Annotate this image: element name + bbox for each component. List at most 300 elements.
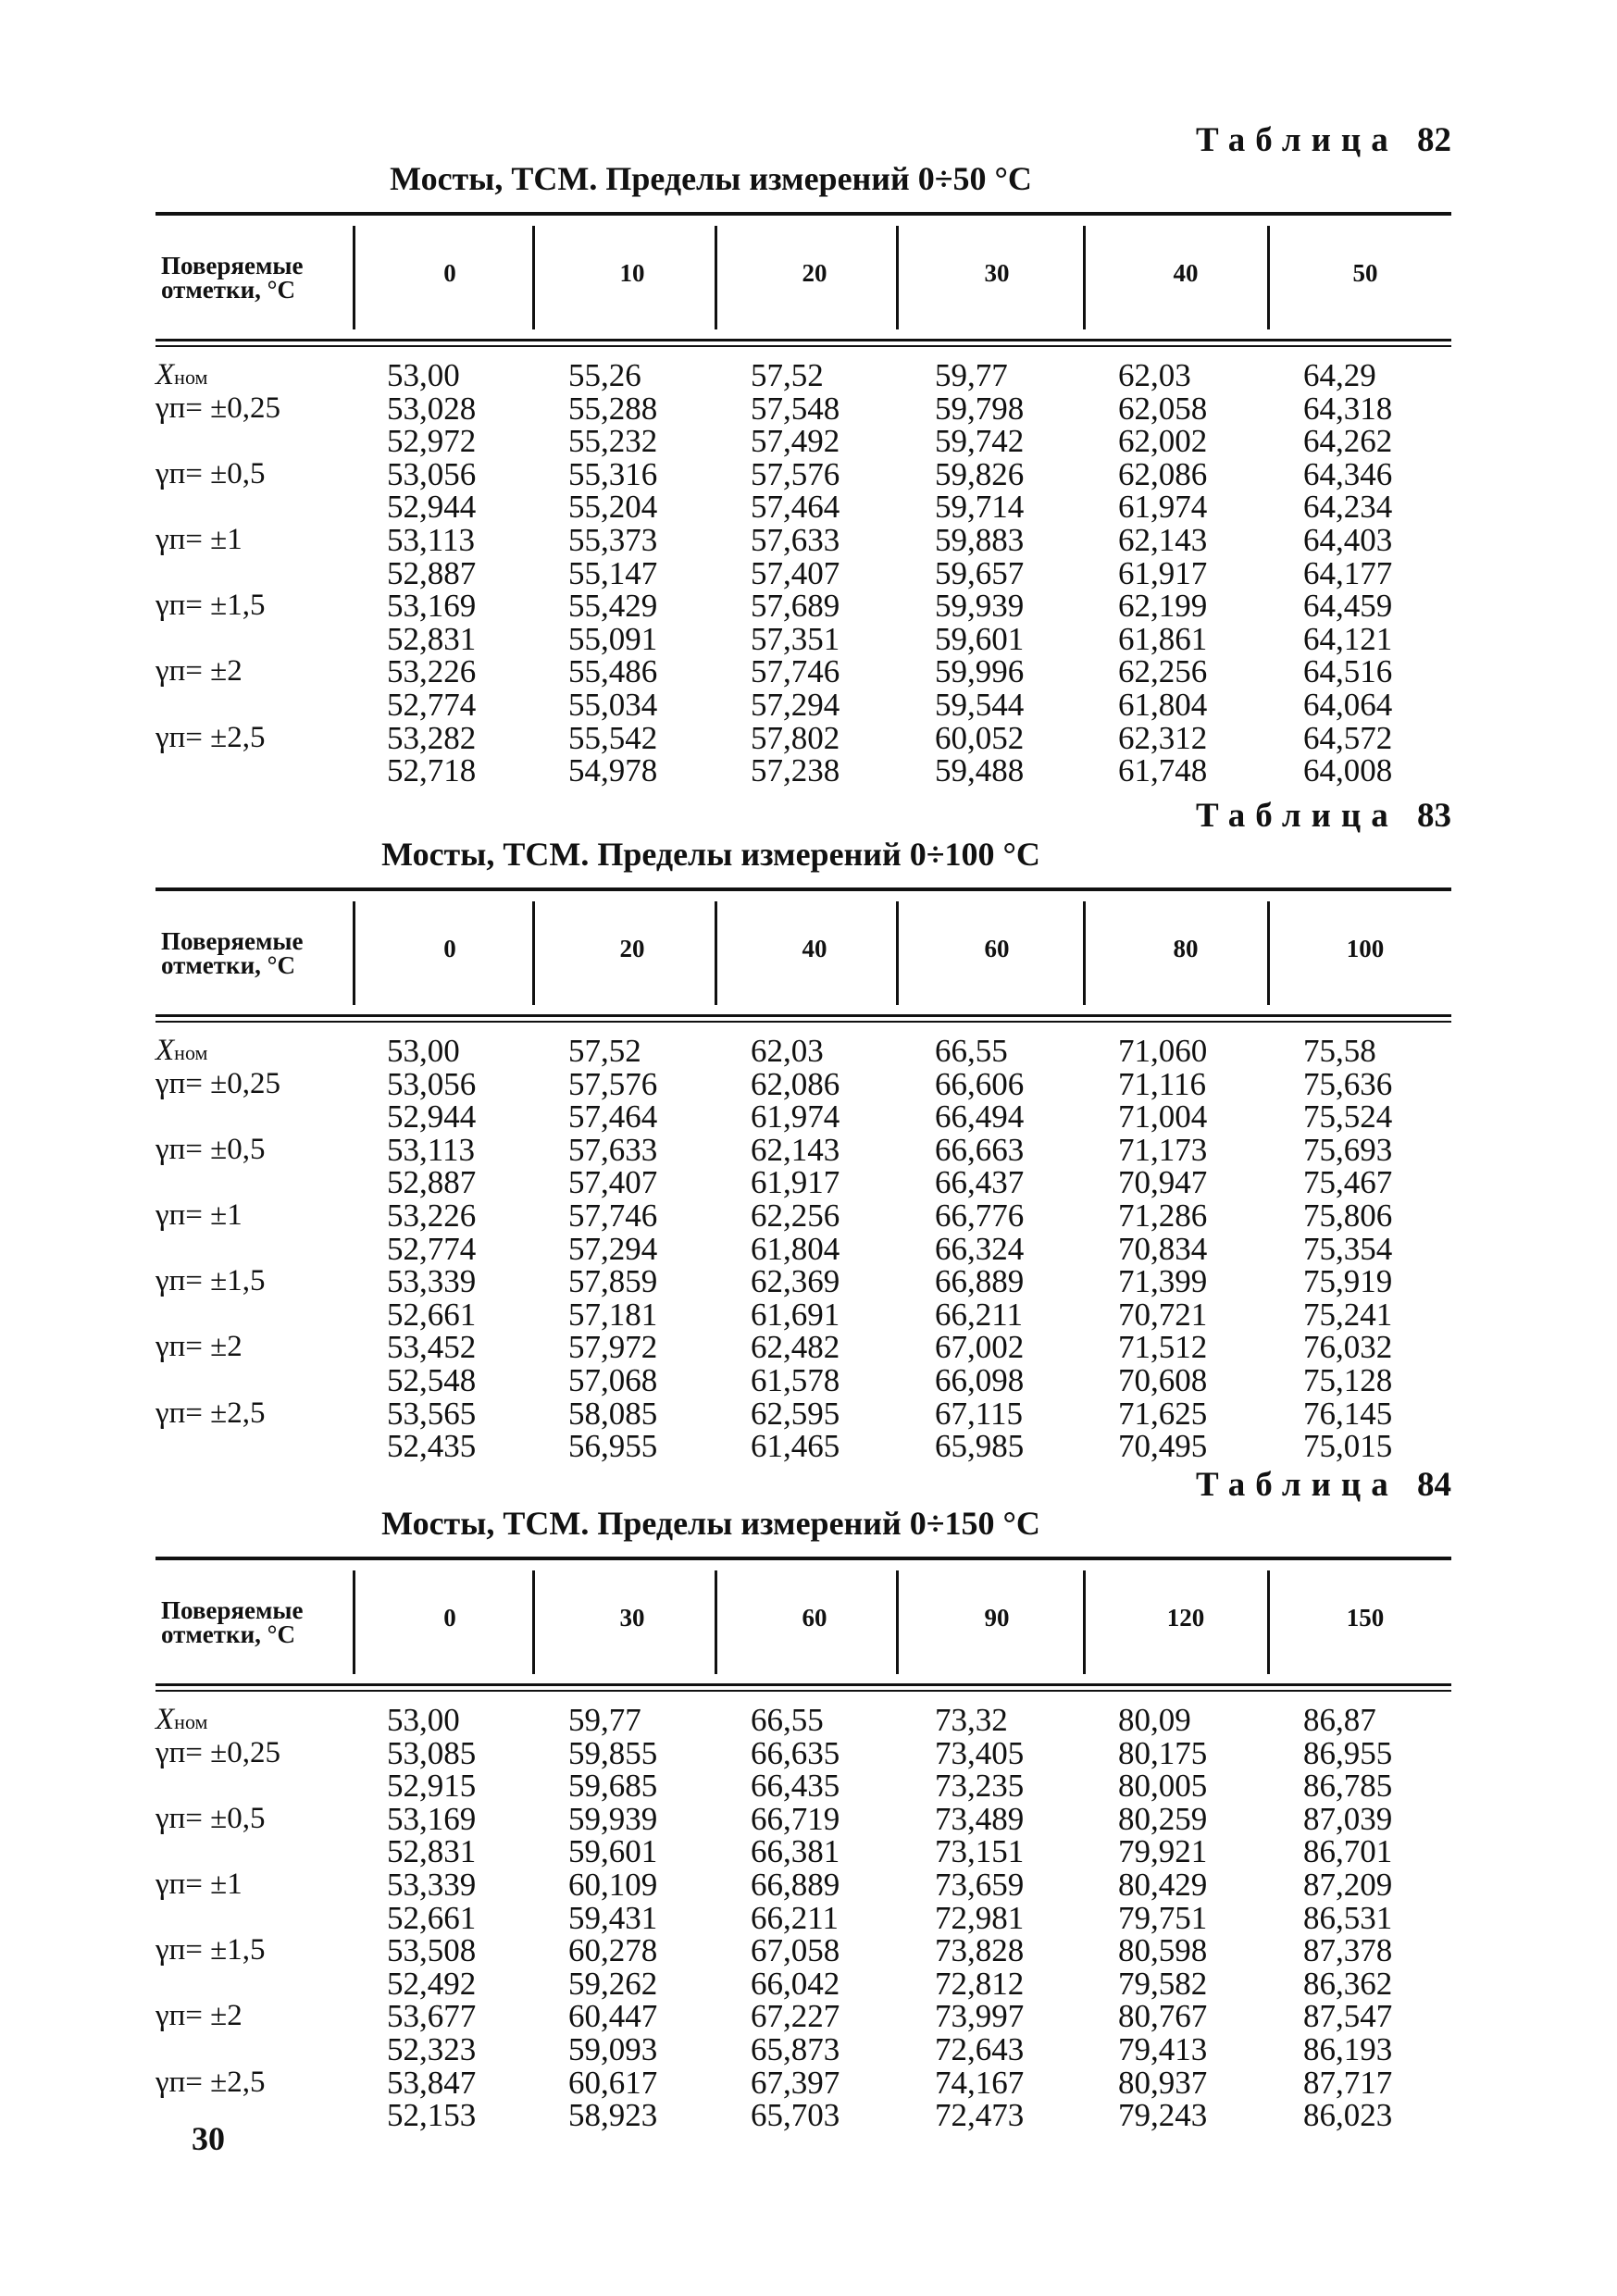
table-cell: 52,915 xyxy=(387,1768,477,1805)
table-cell: 59,431 xyxy=(568,1899,658,1936)
column-header: 30 xyxy=(619,1604,645,1632)
row-label xyxy=(155,1331,243,1363)
header-double-rule xyxy=(155,1014,1451,1017)
table-cell: 57,407 xyxy=(568,1164,658,1201)
table-row xyxy=(155,455,1451,492)
header-label-line1: Поверяемые xyxy=(161,252,304,279)
column-header: 90 xyxy=(984,1604,1010,1632)
row-symbol: γп xyxy=(155,1198,186,1232)
table-cell: 57,633 xyxy=(568,1131,658,1168)
page-number: 30 xyxy=(192,2120,225,2157)
table-cell: 53,00 xyxy=(387,1702,460,1738)
table-cell: 71,512 xyxy=(1118,1329,1208,1366)
table-cell: 61,804 xyxy=(1118,686,1208,723)
table-cell: 62,03 xyxy=(1118,357,1191,393)
table-body xyxy=(155,359,1451,788)
row-tolerance: = ±1,5 xyxy=(185,1264,266,1298)
table-cell: 59,939 xyxy=(568,1800,658,1837)
table-cell: 52,492 xyxy=(387,1965,477,2002)
table-cell: 67,397 xyxy=(751,2064,840,2101)
table-cell: 53,677 xyxy=(387,1998,477,2035)
table-top-rule xyxy=(155,1557,1451,1560)
table-cell: 61,804 xyxy=(751,1230,840,1267)
row-label xyxy=(155,1397,265,1430)
table-cell: 55,204 xyxy=(568,489,658,526)
table-cell: 52,831 xyxy=(387,620,477,657)
table-cell: 58,085 xyxy=(568,1395,658,1432)
table-cell: 61,917 xyxy=(1118,554,1208,591)
table-cell: 52,661 xyxy=(387,1296,477,1333)
row-label xyxy=(155,458,265,490)
table-cell: 57,576 xyxy=(568,1065,658,1102)
table-cell: 60,052 xyxy=(935,719,1025,756)
table-cell: 76,032 xyxy=(1303,1329,1393,1366)
table-cell: 66,211 xyxy=(935,1296,1023,1333)
header-double-rule xyxy=(155,345,1451,347)
table-cell: 62,482 xyxy=(751,1329,840,1366)
row-label xyxy=(155,1934,265,1967)
table-row xyxy=(155,1361,1451,1398)
table-cell: 55,486 xyxy=(568,653,658,690)
table-row xyxy=(155,521,1451,558)
table-cell: 62,086 xyxy=(1118,455,1208,492)
table-cell: 86,023 xyxy=(1303,2097,1393,2134)
table-cell: 73,489 xyxy=(935,1800,1025,1837)
table-cell: 80,937 xyxy=(1118,2064,1208,2101)
row-tolerance: = ±0,5 xyxy=(185,456,266,490)
table-cell: 62,143 xyxy=(1118,521,1208,558)
table-row xyxy=(155,1131,1451,1168)
table-cell: 73,405 xyxy=(935,1734,1025,1771)
row-label xyxy=(155,1035,207,1069)
table-cell: 59,601 xyxy=(935,620,1025,657)
table-cell: 72,643 xyxy=(935,2030,1025,2067)
column-header: 120 xyxy=(1166,1604,1205,1632)
table-cell: 59,544 xyxy=(935,686,1025,723)
table-cell: 53,565 xyxy=(387,1395,477,1432)
row-tolerance: = ±2,5 xyxy=(185,2065,266,2099)
table-cell: 75,58 xyxy=(1303,1033,1376,1069)
table-cell: 55,316 xyxy=(568,455,658,492)
table-cell: 66,889 xyxy=(935,1263,1025,1300)
row-symbol: γп xyxy=(155,456,186,490)
table-cell: 55,232 xyxy=(568,423,658,460)
row-subscript: ном xyxy=(174,1041,208,1064)
table-row xyxy=(155,1769,1451,1803)
column-header: 80 xyxy=(1173,935,1199,962)
table-cell: 71,004 xyxy=(1118,1098,1208,1136)
table-cell: 54,978 xyxy=(568,752,658,789)
column-header: 20 xyxy=(802,259,827,287)
row-symbol: X xyxy=(155,358,175,391)
column-header: 0 xyxy=(443,259,456,287)
row-symbol: γп xyxy=(155,1066,186,1100)
table-cell: 62,595 xyxy=(751,1395,840,1432)
row-label xyxy=(155,1134,265,1166)
table-cell: 53,085 xyxy=(387,1734,477,1771)
table-cell: 61,578 xyxy=(751,1361,840,1398)
table-cell: 80,09 xyxy=(1118,1702,1191,1738)
table-cell: 57,548 xyxy=(751,390,840,427)
table-cell: 71,060 xyxy=(1118,1033,1208,1069)
row-tolerance: = ±0,5 xyxy=(185,1801,266,1835)
table-row xyxy=(155,754,1451,788)
table-cell: 59,826 xyxy=(935,455,1025,492)
table-cell: 57,294 xyxy=(751,686,840,723)
table-cell: 73,235 xyxy=(935,1768,1025,1805)
table-cell: 59,601 xyxy=(568,1833,658,1870)
table-number xyxy=(1196,1465,1451,1505)
table-cell: 62,058 xyxy=(1118,390,1208,427)
table-cell: 55,034 xyxy=(568,686,658,723)
table-cell: 73,659 xyxy=(935,1866,1025,1903)
row-symbol: γп xyxy=(155,1801,186,1835)
table-cell: 58,923 xyxy=(568,2097,658,2134)
table-cell: 73,151 xyxy=(935,1833,1025,1870)
table-row xyxy=(155,425,1451,458)
column-header: 0 xyxy=(443,1604,456,1632)
row-symbol: γп xyxy=(155,522,186,556)
table-cell: 67,227 xyxy=(751,1998,840,2035)
column-header: 60 xyxy=(984,935,1010,962)
table-cell: 57,351 xyxy=(751,620,840,657)
table-row xyxy=(155,1430,1451,1463)
row-label xyxy=(155,1704,207,1738)
table-cell: 66,776 xyxy=(935,1197,1025,1234)
row-subscript: ном xyxy=(174,366,208,389)
table-cell: 53,00 xyxy=(387,357,460,393)
table-cell: 70,721 xyxy=(1118,1296,1208,1333)
column-header: 150 xyxy=(1346,1604,1385,1632)
table-cell: 52,435 xyxy=(387,1428,477,1465)
table-number-value: 84 xyxy=(1417,1466,1451,1504)
header-label-line2: отметки, °C xyxy=(161,276,295,304)
table-cell: 59,657 xyxy=(935,554,1025,591)
table-cell: 57,52 xyxy=(751,357,824,393)
table-cell: 57,746 xyxy=(568,1197,658,1234)
row-label xyxy=(155,1068,280,1100)
table-cell: 74,167 xyxy=(935,2064,1025,2101)
header-row-label xyxy=(161,1598,303,1646)
table-header xyxy=(155,1563,1451,1674)
table-cell: 52,661 xyxy=(387,1899,477,1936)
table-title: Мосты, ТСМ. Пределы измерений 0÷150 °С xyxy=(381,1505,1040,1542)
table-cell: 62,03 xyxy=(751,1033,824,1069)
row-tolerance: = ±0,5 xyxy=(185,1132,266,1166)
table-row xyxy=(155,1397,1451,1431)
table-cell: 53,169 xyxy=(387,1800,477,1837)
table-cell: 60,109 xyxy=(568,1866,658,1903)
header-double-rule xyxy=(155,1683,1451,1686)
table-number-label: Таблица xyxy=(1196,121,1399,159)
table-row xyxy=(155,590,1451,623)
table-cell: 86,785 xyxy=(1303,1768,1393,1805)
table-cell: 86,701 xyxy=(1303,1833,1393,1870)
table-cell: 64,29 xyxy=(1303,357,1376,393)
table-cell: 64,346 xyxy=(1303,455,1393,492)
table-row xyxy=(155,2000,1451,2033)
table-cell: 71,116 xyxy=(1118,1065,1206,1102)
table-cell: 70,834 xyxy=(1118,1230,1208,1267)
table-row xyxy=(155,1800,1451,1837)
table-cell: 53,113 xyxy=(387,521,475,558)
table-cell: 53,169 xyxy=(387,588,477,625)
row-label xyxy=(155,1803,265,1835)
table-cell: 53,113 xyxy=(387,1131,475,1168)
table-cell: 80,767 xyxy=(1118,1998,1208,2035)
table-cell: 66,889 xyxy=(751,1866,840,1903)
table-cell: 66,635 xyxy=(751,1734,840,1771)
row-tolerance: = ±2 xyxy=(185,1999,243,2033)
table-cell: 87,039 xyxy=(1303,1800,1393,1837)
table-row xyxy=(155,1100,1451,1134)
row-label xyxy=(155,1199,243,1232)
table-cell: 66,211 xyxy=(751,1899,839,1936)
table-title: Мосты, ТСМ. Пределы измерений 0÷50 °С xyxy=(390,160,1032,197)
table-cell: 86,87 xyxy=(1303,1702,1376,1738)
header-label-line1: Поверяемые xyxy=(161,1596,304,1624)
table-cell: 55,373 xyxy=(568,521,658,558)
table-cell: 60,278 xyxy=(568,1932,658,1969)
row-tolerance: = ±1 xyxy=(185,1867,243,1901)
table-cell: 53,226 xyxy=(387,653,477,690)
table-cell: 61,917 xyxy=(751,1164,840,1201)
table-cell: 66,042 xyxy=(751,1965,840,2002)
table-cell: 57,294 xyxy=(568,1230,658,1267)
table-cell: 57,407 xyxy=(751,554,840,591)
column-divider xyxy=(353,901,355,1005)
table-cell: 66,663 xyxy=(935,1131,1025,1168)
table-cell: 53,847 xyxy=(387,2064,477,2101)
header-label-line2: отметки, °C xyxy=(161,951,295,979)
table-cell: 55,26 xyxy=(568,357,641,393)
row-label xyxy=(155,1737,280,1769)
table-title: Мосты, ТСМ. Пределы измерений 0÷100 °С xyxy=(381,836,1040,873)
row-tolerance: = ±0,25 xyxy=(185,1066,280,1100)
table-cell: 72,812 xyxy=(935,1965,1025,2002)
table-cell: 75,524 xyxy=(1303,1098,1393,1136)
table-84 xyxy=(155,1465,1451,2150)
table-body xyxy=(155,1035,1451,1463)
table-cell: 73,997 xyxy=(935,1998,1025,2035)
table-cell: 59,685 xyxy=(568,1768,658,1805)
table-cell: 87,717 xyxy=(1303,2064,1393,2101)
column-header: 100 xyxy=(1346,935,1385,962)
row-label xyxy=(155,524,243,556)
table-row xyxy=(155,2030,1451,2067)
table-82 xyxy=(155,120,1451,805)
row-symbol: γп xyxy=(155,1735,186,1769)
header-label-line1: Поверяемые xyxy=(161,927,304,955)
table-row xyxy=(155,620,1451,657)
table-cell: 52,972 xyxy=(387,423,477,460)
table-cell: 70,608 xyxy=(1118,1361,1208,1398)
table-cell: 57,464 xyxy=(751,489,840,526)
table-cell: 64,234 xyxy=(1303,489,1393,526)
table-cell: 62,199 xyxy=(1118,588,1208,625)
table-cell: 59,855 xyxy=(568,1734,658,1771)
table-cell: 73,32 xyxy=(935,1702,1008,1738)
table-cell: 86,955 xyxy=(1303,1734,1393,1771)
table-cell: 72,981 xyxy=(935,1899,1025,1936)
table-row xyxy=(155,490,1451,524)
table-cell: 62,256 xyxy=(751,1197,840,1234)
table-cell: 87,209 xyxy=(1303,1866,1393,1903)
table-cell: 64,318 xyxy=(1303,390,1393,427)
table-cell: 53,028 xyxy=(387,390,477,427)
column-divider xyxy=(353,226,355,329)
column-header: 40 xyxy=(802,935,827,962)
table-cell: 64,064 xyxy=(1303,686,1393,723)
row-symbol: γп xyxy=(155,654,186,689)
row-symbol: X xyxy=(155,1034,175,1067)
table-number xyxy=(1196,796,1451,836)
table-cell: 73,828 xyxy=(935,1932,1025,1969)
table-cell: 64,177 xyxy=(1303,554,1393,591)
table-body xyxy=(155,1704,1451,2132)
table-cell: 65,985 xyxy=(935,1428,1025,1465)
table-cell: 55,288 xyxy=(568,390,658,427)
table-cell: 64,403 xyxy=(1303,521,1393,558)
table-row xyxy=(155,1166,1451,1199)
table-cell: 62,369 xyxy=(751,1263,840,1300)
table-cell: 53,508 xyxy=(387,1932,477,1969)
table-cell: 87,547 xyxy=(1303,1998,1393,2035)
row-tolerance: = ±2 xyxy=(185,654,243,689)
table-cell: 75,128 xyxy=(1303,1361,1393,1398)
table-cell: 52,548 xyxy=(387,1361,477,1398)
table-cell: 79,582 xyxy=(1118,1965,1208,2002)
table-number-value: 83 xyxy=(1417,797,1451,835)
column-header: 20 xyxy=(619,935,645,962)
table-cell: 75,467 xyxy=(1303,1164,1393,1201)
table-cell: 66,437 xyxy=(935,1164,1025,1201)
table-row xyxy=(155,1899,1451,1936)
table-row xyxy=(155,719,1451,756)
row-label xyxy=(155,655,243,688)
table-cell: 70,947 xyxy=(1118,1164,1208,1201)
row-tolerance: = ±0,25 xyxy=(185,1735,280,1769)
table-cell: 64,572 xyxy=(1303,719,1393,756)
table-row xyxy=(155,1868,1451,1902)
table-cell: 52,774 xyxy=(387,1230,477,1267)
column-header: 0 xyxy=(443,935,456,962)
row-symbol: γп xyxy=(155,589,186,623)
table-cell: 53,339 xyxy=(387,1263,477,1300)
table-cell: 53,00 xyxy=(387,1033,460,1069)
table-cell: 80,005 xyxy=(1118,1768,1208,1805)
table-cell: 65,703 xyxy=(751,2097,840,2134)
table-cell: 59,77 xyxy=(568,1702,641,1738)
table-cell: 79,921 xyxy=(1118,1833,1208,1870)
row-symbol: γп xyxy=(155,1999,186,2033)
table-cell: 66,494 xyxy=(935,1098,1025,1136)
header-double-rule xyxy=(155,339,1451,341)
row-symbol: γп xyxy=(155,1264,186,1298)
table-cell: 66,381 xyxy=(751,1833,840,1870)
row-symbol: γп xyxy=(155,391,186,425)
table-cell: 75,354 xyxy=(1303,1230,1393,1267)
table-cell: 75,636 xyxy=(1303,1065,1393,1102)
table-number-label: Таблица xyxy=(1196,1466,1399,1504)
table-row xyxy=(155,2066,1451,2100)
table-cell: 52,887 xyxy=(387,554,477,591)
table-cell: 55,429 xyxy=(568,588,658,625)
table-cell: 59,996 xyxy=(935,653,1025,690)
row-tolerance: = ±0,25 xyxy=(185,391,280,425)
table-cell: 79,751 xyxy=(1118,1899,1208,1936)
table-row xyxy=(155,686,1451,723)
table-cell: 53,056 xyxy=(387,455,477,492)
table-cell: 80,259 xyxy=(1118,1800,1208,1837)
table-cell: 66,435 xyxy=(751,1768,840,1805)
table-cell: 80,598 xyxy=(1118,1932,1208,1969)
column-header: 50 xyxy=(1352,259,1378,287)
column-header: 60 xyxy=(802,1604,827,1632)
row-symbol: γп xyxy=(155,1867,186,1901)
row-label xyxy=(155,2066,265,2099)
table-cell: 80,429 xyxy=(1118,1866,1208,1903)
row-tolerance: = ±2 xyxy=(185,1330,243,1364)
table-row xyxy=(155,655,1451,689)
table-cell: 64,459 xyxy=(1303,588,1393,625)
row-label xyxy=(155,722,265,754)
table-cell: 66,55 xyxy=(751,1702,824,1738)
table-cell: 66,719 xyxy=(751,1800,840,1837)
table-row xyxy=(155,1734,1451,1771)
table-cell: 57,492 xyxy=(751,423,840,460)
table-cell: 57,576 xyxy=(751,455,840,492)
table-cell: 59,77 xyxy=(935,357,1008,393)
table-cell: 67,002 xyxy=(935,1329,1025,1366)
table-cell: 79,413 xyxy=(1118,2030,1208,2067)
table-cell: 57,802 xyxy=(751,719,840,756)
table-cell: 60,447 xyxy=(568,1998,658,2035)
row-tolerance: = ±2,5 xyxy=(185,1396,266,1430)
table-cell: 55,147 xyxy=(568,554,658,591)
table-cell: 59,093 xyxy=(568,2030,658,2067)
header-double-rule xyxy=(155,1021,1451,1023)
table-top-rule xyxy=(155,887,1451,891)
table-cell: 52,774 xyxy=(387,686,477,723)
table-cell: 57,181 xyxy=(568,1296,658,1333)
table-cell: 59,714 xyxy=(935,489,1025,526)
table-cell: 59,798 xyxy=(935,390,1025,427)
table-cell: 65,873 xyxy=(751,2030,840,2067)
table-row xyxy=(155,1934,1451,1967)
table-cell: 52,831 xyxy=(387,1833,477,1870)
table-cell: 57,238 xyxy=(751,752,840,789)
table-cell: 52,323 xyxy=(387,2030,477,2067)
row-symbol: γп xyxy=(155,720,186,754)
table-cell: 52,153 xyxy=(387,2097,477,2134)
table-cell: 56,955 xyxy=(568,1428,658,1465)
header-label-line2: отметки, °C xyxy=(161,1620,295,1648)
table-cell: 53,056 xyxy=(387,1065,477,1102)
table-row xyxy=(155,1065,1451,1102)
row-label xyxy=(155,359,207,393)
table-row xyxy=(155,1199,1451,1233)
table-row xyxy=(155,1035,1451,1068)
table-cell: 57,633 xyxy=(751,521,840,558)
table-cell: 75,693 xyxy=(1303,1131,1393,1168)
table-cell: 62,002 xyxy=(1118,423,1208,460)
table-cell: 52,944 xyxy=(387,1098,477,1136)
table-cell: 62,256 xyxy=(1118,653,1208,690)
table-cell: 59,488 xyxy=(935,752,1025,789)
column-header: 40 xyxy=(1173,259,1199,287)
table-cell: 86,362 xyxy=(1303,1965,1393,2002)
